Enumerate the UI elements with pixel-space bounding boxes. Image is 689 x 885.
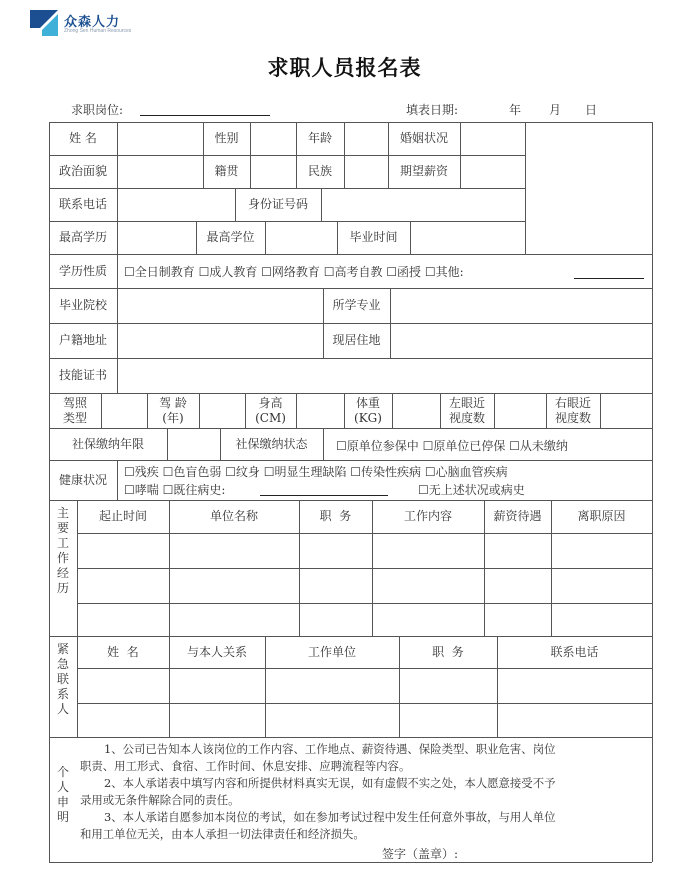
graduation-time-label: 毕业时间 bbox=[349, 230, 398, 245]
work-row[interactable] bbox=[78, 569, 652, 603]
photo-area[interactable] bbox=[526, 123, 652, 254]
gender-label: 性别 bbox=[214, 131, 239, 146]
household-label: 户籍地址 bbox=[58, 333, 107, 348]
license-type-input[interactable] bbox=[102, 394, 147, 428]
degree-label: 最高学位 bbox=[206, 230, 255, 245]
weight-label: 体重 (KG) bbox=[354, 396, 382, 425]
ethnicity-label: 民族 bbox=[307, 164, 332, 179]
household-input[interactable] bbox=[118, 324, 323, 358]
edu-type-label: 学历性质 bbox=[58, 263, 107, 278]
declaration-p3-line1: 3、本人承诺自愿参加本岗位的考试，如在参加考试过程中发生任何意外事故，与用人单位 bbox=[104, 810, 556, 824]
phone-input[interactable] bbox=[118, 189, 235, 221]
contact-header-relation: 与本人关系 bbox=[186, 644, 247, 659]
work-header-period: 起止时间 bbox=[98, 509, 147, 524]
expected-salary-label: 期望薪资 bbox=[399, 164, 448, 179]
signature-label: 签字（盖章）: bbox=[382, 847, 459, 861]
name-label: 姓 名 bbox=[69, 131, 97, 146]
contact-header-name: 姓 名 bbox=[107, 644, 139, 659]
signature-field[interactable] bbox=[470, 843, 640, 861]
phone-label: 联系电话 bbox=[58, 197, 107, 212]
major-input[interactable] bbox=[391, 289, 652, 323]
right-eye-input[interactable] bbox=[601, 394, 652, 428]
ethnicity-input[interactable] bbox=[345, 156, 388, 188]
work-header-content: 工作内容 bbox=[403, 509, 452, 524]
age-input[interactable] bbox=[345, 123, 388, 155]
logo-subtitle: Zhong Sen Human Resources bbox=[64, 28, 132, 34]
logo-mark-icon bbox=[30, 10, 60, 38]
education-input[interactable] bbox=[118, 222, 196, 254]
work-header-position: 职 务 bbox=[319, 509, 352, 524]
logo-name: 众森人力 bbox=[64, 15, 121, 30]
declaration-p1-line1: 1、公司已告知本人该岗位的工作内容、工作地点、薪资待遇、保险类型、职业危害、岗位 bbox=[104, 742, 556, 756]
health-label: 健康状况 bbox=[58, 472, 107, 487]
work-header-reason: 离职原因 bbox=[577, 509, 626, 524]
gender-input[interactable] bbox=[251, 123, 296, 155]
work-row[interactable] bbox=[78, 604, 652, 636]
school-input[interactable] bbox=[118, 289, 323, 323]
page-title: 求职人员报名表 bbox=[267, 56, 422, 80]
social-status-options[interactable]: ☐原单位参保中 ☐原单位已停保 ☐从未缴纳 bbox=[336, 439, 568, 453]
social-years-input[interactable] bbox=[168, 429, 220, 460]
height-input[interactable] bbox=[297, 394, 344, 428]
age-label: 年龄 bbox=[307, 131, 332, 146]
health-options-line1[interactable]: ☐残疾 ☐色盲色弱 ☐纹身 ☐明显生理缺陷 ☐传染性疾病 ☐心脑血管疾病 bbox=[124, 465, 508, 479]
school-label: 毕业院校 bbox=[58, 298, 107, 313]
driving-age-input[interactable] bbox=[200, 394, 245, 428]
certificate-label: 技能证书 bbox=[58, 368, 107, 383]
native-place-input[interactable] bbox=[251, 156, 296, 188]
residence-label: 现居住地 bbox=[332, 333, 381, 348]
contact-row[interactable] bbox=[78, 704, 652, 737]
work-header-company: 单位名称 bbox=[209, 509, 258, 524]
id-number-input[interactable] bbox=[322, 189, 525, 221]
work-section-label: 主 要 工 作 经 历 bbox=[56, 506, 69, 595]
edu-type-options[interactable]: ☐全日制教育 ☐成人教育 ☐网络教育 ☐高考自教 ☐函授 ☐其他: bbox=[124, 265, 464, 279]
marital-label: 婚姻状况 bbox=[399, 131, 448, 146]
native-place-label: 籍贯 bbox=[214, 164, 239, 179]
edu-other-field[interactable] bbox=[574, 278, 644, 279]
left-eye-label: 左眼近 视度数 bbox=[448, 396, 485, 425]
social-status-label: 社保缴纳状态 bbox=[235, 436, 308, 451]
education-label: 最高学历 bbox=[58, 230, 107, 245]
work-header-salary: 薪资待遇 bbox=[493, 509, 542, 524]
id-number-label: 身份证号码 bbox=[247, 197, 308, 212]
height-label: 身高 (CM) bbox=[255, 396, 286, 425]
contact-header-phone: 联系电话 bbox=[550, 644, 599, 659]
right-eye-label: 右眼近 视度数 bbox=[554, 396, 591, 425]
major-label: 所学专业 bbox=[332, 298, 381, 313]
year-label: 年 bbox=[509, 103, 522, 117]
declaration-p2-line2: 录用或无条件解除合同的责任。 bbox=[80, 793, 240, 807]
graduation-time-input[interactable] bbox=[411, 222, 525, 254]
degree-input[interactable] bbox=[266, 222, 337, 254]
position-field[interactable] bbox=[140, 115, 270, 116]
contact-header-employer: 工作单位 bbox=[307, 644, 356, 659]
declaration-p1-line2: 职责、用工形式、食宿、工作时间、休息安排、应聘流程等内容。 bbox=[80, 759, 411, 773]
declaration-section-label: 个 人 申 明 bbox=[56, 765, 69, 824]
work-row[interactable] bbox=[78, 534, 652, 568]
marital-input[interactable] bbox=[461, 123, 525, 155]
day-label: 日 bbox=[585, 103, 598, 117]
health-options-none[interactable]: ☐无上述状况或病史 bbox=[418, 483, 525, 497]
weight-input[interactable] bbox=[393, 394, 440, 428]
declaration-p2-line1: 2、本人承诺表中填写内容和所提供材料真实无误，如有虚假不实之处，本人愿意接受不予 bbox=[104, 776, 556, 790]
contact-section-label: 紧 急 联 系 人 bbox=[56, 642, 69, 716]
political-input[interactable] bbox=[118, 156, 203, 188]
left-eye-input[interactable] bbox=[495, 394, 546, 428]
driving-age-label: 驾 龄 (年) bbox=[159, 396, 187, 425]
date-label: 填表日期: bbox=[406, 103, 459, 117]
social-years-label: 社保缴纳年限 bbox=[71, 436, 144, 451]
political-label: 政治面貌 bbox=[58, 164, 107, 179]
company-logo bbox=[30, 10, 170, 40]
expected-salary-input[interactable] bbox=[461, 156, 525, 188]
certificate-input[interactable] bbox=[118, 359, 652, 393]
residence-input[interactable] bbox=[391, 324, 652, 358]
health-options-history[interactable]: ☐哮喘 ☐既往病史: bbox=[124, 483, 226, 497]
declaration-p3-line2: 和用工单位无关，由本人承担一切法律责任和经济损失。 bbox=[80, 827, 365, 841]
month-label: 月 bbox=[549, 103, 562, 117]
history-field[interactable] bbox=[260, 495, 388, 496]
license-type-label: 驾照 类型 bbox=[62, 396, 87, 425]
name-input[interactable] bbox=[118, 123, 203, 155]
contact-header-position: 职 务 bbox=[432, 644, 464, 659]
position-label: 求职岗位: bbox=[71, 103, 124, 117]
contact-row[interactable] bbox=[78, 669, 652, 703]
